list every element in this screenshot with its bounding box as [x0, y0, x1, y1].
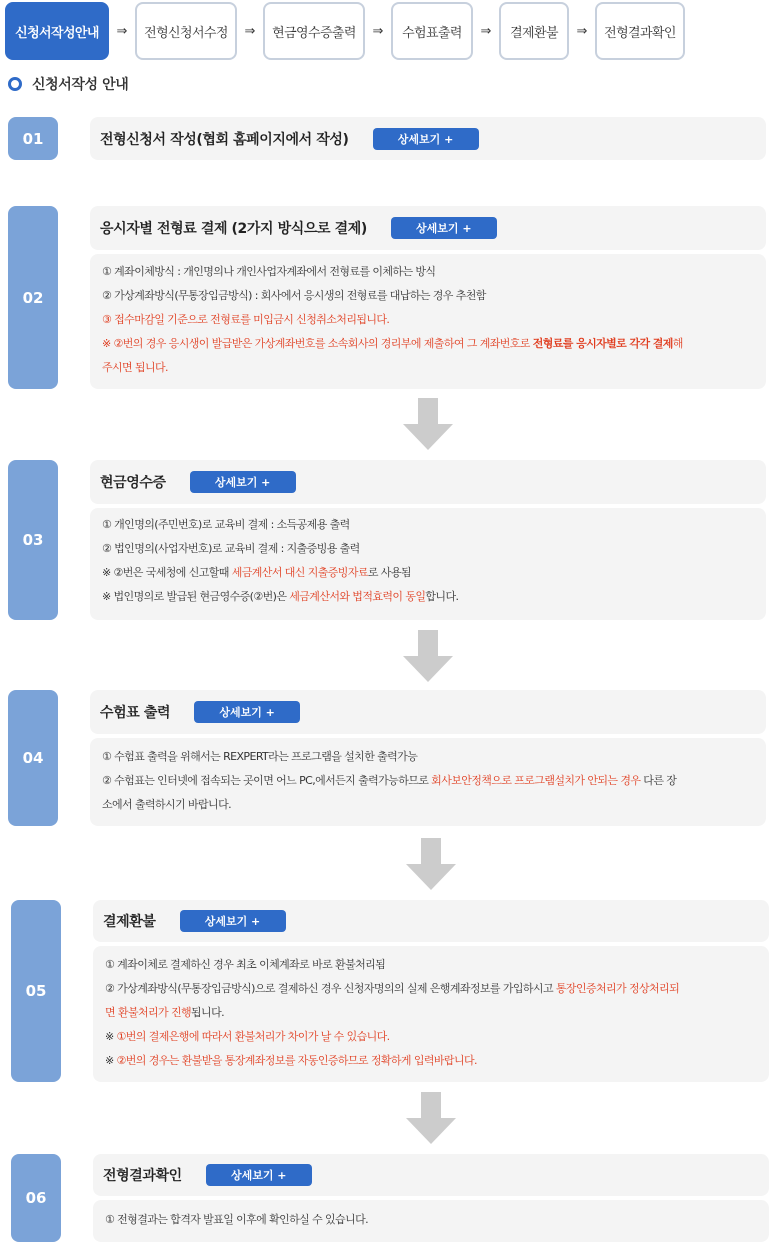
circle-bullet-icon — [8, 77, 22, 91]
step-05-line-4: ※ ①번의 결제은행에 따라서 환불처리가 차이가 날 수 있습니다. — [105, 1030, 390, 1043]
detail-button-06[interactable]: 상세보기 + — [206, 1164, 312, 1186]
step-03-line-2: ② 법인명의(사업자번호)로 교육비 결제 : 지출증빙용 출력 — [102, 542, 360, 555]
step-04-line-2: ② 수험표는 인터넷에 접속되는 곳이면 어느 PC,에서든지 출력가능하므로 회사보안정책으로 프로그램설치가 안되는 경우 다른 장 — [102, 774, 677, 787]
down-arrow-icon — [406, 838, 456, 890]
step-number-02: 02 — [8, 206, 58, 389]
detail-button-04[interactable]: 상세보기 + — [194, 701, 300, 723]
step-result-check[interactable]: 전형결과확인 — [595, 2, 685, 60]
step-04-line-3: 소에서 출력하시기 바랍니다. — [102, 798, 232, 811]
step-02-title: 응시자별 전형료 결제 (2가지 방식으로 결제) — [100, 221, 367, 237]
step-03-line-3: ※ ②번은 국세청에 신고할때 세금계산서 대신 지출증빙자료로 사용됨 — [102, 566, 411, 579]
detail-button-02[interactable]: 상세보기 + — [391, 217, 497, 239]
step-06-header — [93, 1154, 769, 1196]
step-05-header — [93, 900, 769, 942]
down-arrow-icon — [406, 1092, 456, 1144]
step-02-body — [90, 254, 766, 389]
detail-button-03[interactable]: 상세보기 + — [190, 471, 296, 493]
step-04-title: 수험표 출력 — [100, 705, 171, 721]
step-payment-refund[interactable]: 결제환불 — [499, 2, 569, 60]
step-05-line-1: ① 계좌이체로 결제하신 경우 최초 이체계좌로 바로 환불처리됨 — [105, 958, 386, 971]
step-05-line-2: ② 가상계좌방식(무통장입금방식)으로 결제하신 경우 신청자명의의 실제 은행계좌정보를 가입하시고 통장인증처리가 정상처리되 — [105, 982, 680, 995]
step-cash-receipt[interactable]: 현금영수증출력 — [263, 2, 365, 60]
step-01-title: 전형신청서 작성(협회 홈페이지에서 작성) — [100, 131, 349, 148]
step-exam-ticket[interactable]: 수험표출력 — [391, 2, 473, 60]
step-number-01: 01 — [8, 117, 58, 160]
process-step-bar — [5, 2, 685, 60]
step-02-header — [90, 206, 766, 250]
step-04-line-1: ① 수험표 출력을 위해서는 REXPERT라는 프로그램을 설치한 출력가능 — [102, 750, 418, 763]
down-arrow-icon — [403, 630, 453, 682]
step-02-line-4: ※ ②번의 경우 응시생이 발급받은 가상계좌번호를 소속회사의 경리부에 제출하여 그 계좌번호로 전형료를 응시자별로 각각 결제해 — [102, 337, 683, 350]
step-05-line-5: ※ ②번의 경우는 환불받을 통장계좌정보를 자동인증하므로 정확하게 입력바랍니다. — [105, 1054, 477, 1067]
step-number-03: 03 — [8, 460, 58, 620]
step-application-guide[interactable]: 신청서작성안내 — [5, 2, 109, 60]
step-02-line-2: ② 가상계좌방식(무통장입금방식) : 회사에서 응시생의 전형료를 대납하는 경우 추천함 — [102, 289, 486, 302]
section-title-text: 신청서작성 안내 — [32, 77, 129, 93]
step-06-line-1: ① 전형결과는 합격자 발표일 이후에 확인하실 수 있습니다. — [105, 1213, 369, 1226]
step-04-header — [90, 690, 766, 734]
step-number-06: 06 — [11, 1154, 61, 1242]
step-number-05: 05 — [11, 900, 61, 1082]
step-arrow-icon: ⇒ — [116, 23, 128, 39]
step-02-line-3: ③ 접수마감일 기준으로 전형료를 미입금시 신청취소처리됩니다. — [102, 313, 390, 326]
step-01-header — [90, 117, 766, 160]
step-03-body — [90, 508, 766, 620]
step-arrow-icon: ⇒ — [244, 23, 256, 39]
step-02-line-1: ① 계좌이체방식 : 개인명의나 개인사업자계좌에서 전형료를 이체하는 방식 — [102, 265, 436, 278]
step-arrow-icon: ⇒ — [576, 23, 588, 39]
step-03-line-4: ※ 법인명의로 발급된 현금영수증(②번)은 세금계산서와 법적효력이 동일합니다. — [102, 590, 459, 603]
step-arrow-icon: ⇒ — [372, 23, 384, 39]
step-05-body — [93, 946, 769, 1082]
step-06-body — [93, 1200, 769, 1242]
step-03-title: 현금영수증 — [100, 475, 166, 491]
down-arrow-icon — [403, 398, 453, 450]
section-title — [8, 74, 128, 94]
step-05-line-3: 면 환불처리가 진행됩니다. — [105, 1006, 224, 1019]
step-arrow-icon: ⇒ — [480, 23, 492, 39]
step-03-header — [90, 460, 766, 504]
step-04-body — [90, 738, 766, 826]
step-05-title: 결제환불 — [103, 914, 156, 930]
step-application-edit[interactable]: 전형신청서수정 — [135, 2, 237, 60]
step-02-line-5: 주시면 됩니다. — [102, 361, 168, 374]
step-06-title: 전형결과확인 — [103, 1168, 182, 1184]
detail-button-01[interactable]: 상세보기 + — [373, 128, 479, 150]
step-number-04: 04 — [8, 690, 58, 826]
step-03-line-1: ① 개인명의(주민번호)로 교육비 결제 : 소득공제용 출력 — [102, 518, 350, 531]
detail-button-05[interactable]: 상세보기 + — [180, 910, 286, 932]
